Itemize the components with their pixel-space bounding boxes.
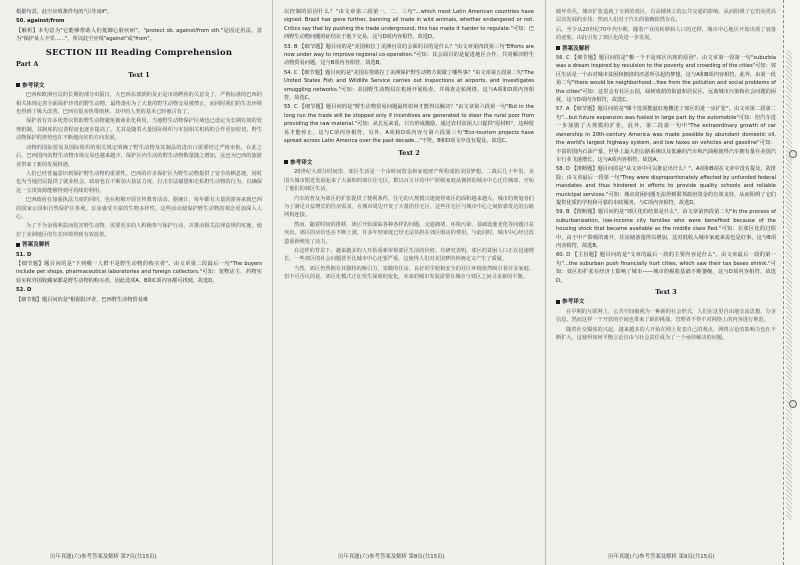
q59-analysis: 59. B 【推断题】题目问的是"郊区化的结果是什么"。由文章第四段第二句"In the process of suburbanization, low-income city families who were benefited because of the housing stock that became available as the middle class fled."可知：在郊区化的过程中，由于中产阶级的离开，住房储备量得以增加，这对低收入城市家庭来说也是好事，这与B项内容相符，故选B。 — [556, 209, 776, 249]
q52-answer: 52. D — [16, 287, 32, 294]
q51-answer: 51. D — [16, 251, 32, 258]
translation-paragraph: 汽车的普及为郊区的扩张提供了便利条件，住宅的大规模兴建使得郊区的面积越来越大。城市的规划者们为了满足日益增长的住房需求，在城市周边开发了大量的住宅区，这些住宅区与城市中心之间依靠发达的公路网相连接。 — [284, 195, 534, 219]
page-divider — [545, 0, 546, 565]
page-8 — [278, 8, 540, 541]
q50-analysis: 【解析】本句意为"它能够帮助人们抵御心脏疾病"。"protect sb. against/from sth."是固定用法，意为"保护某人不受……"，所以此空应填"against"或"from"。 — [16, 27, 262, 43]
translation-paragraph: 人们已经普遍意识到保护野生动物的重要性。巴西的许多保护区为野生动物提供了安全的栖息地，同时也为当地居民提供了就业机会。政府也在不断加大执法力度，打击非法捕猎和走私野生动物的行为，以确保这一宝贵资源能够得到可持续的利用。 — [16, 170, 262, 194]
translation-paragraph: 在早期的互联网上，公共空间被视为一种新的社会形式，人们在这里自由地交流思想、分享信息，然而这样一个开放的空间也带来了新的挑战，管理者不得不对网络上的内容进行规范。 — [556, 308, 776, 324]
page-footer: 历年真题(六)参考答案及解析 第7页(共15页) — [50, 554, 157, 560]
answers-heading: 答案及解析 — [16, 241, 262, 249]
q51-analysis: 【细节题】题目问的是"下列哪一人群不是野生动物的购买者"。由文章第二段最后一句"The buyers include pet shops, pharmaceutical laboratories and foreign collectors."可知：宠物店主、药物实验室和外国收藏家都是野生动物的购买者。因此选项A、B和C项内容都可找到，故选D。 — [16, 260, 262, 284]
page-9 — [550, 8, 782, 541]
page-7 — [10, 8, 268, 541]
text3-heading: Text 3 — [655, 288, 677, 296]
q54-analysis: 54. C 【细节题】题目问的是"美国在帮助拉丁美洲保护野生动物方面做了哪些事？"由文章第五段第二句"The United States Fish and Wildlife Service carries out inspections at airports, and investigates smuggling networks."可知：美国野生动物局在机场开展检查，并调查走私网络。这与A项和D项内容相符，故选C。 — [284, 69, 534, 102]
translation-paragraph: 动物的国际贸易及国际组织的相关规定明确了野生动物及其制品的进出口需要经过严格审批，在此之后，巴西国内的野生动物市场交易也越来越少，保护区内生活的野生动物数量随之增加，这也为巴西的旅游业带来了新的发展机遇。 — [16, 144, 262, 168]
translation-paragraph: 20世纪大部分时间里，郊区生活是一个由时间资金和家庭财产所构成的美国梦想。二战后几十年里，美国大城市附近发展起来了大面积的郊区住宅区，数以百万计的中产阶级家庭从拥挤的城市中心迁往城郊，开始了他们的郊区生活。 — [284, 169, 534, 193]
translation-paragraph: 当然，郊区仍然拥有其独特的吸引力，宽敞的住房、良好的学校和安全的社区环境依然吸引着许多家庭。但不可否认的是，郊区化模式正在发生深刻的变化，未来的城市发展需要在城市与郊区之间寻求新的平衡。 — [284, 265, 534, 281]
binding-strip — [783, 0, 800, 565]
q60-analysis: 60. D 【主旨题】题目问的是"文章的最后一段的主要内容是什么"。由文章最后一段的第一句"...the suburban push financially hurt cities, which saw their tax bases shrink."可知：郊区的扩张在经济上影响了城市——城市的税收基础不断萎缩，这与D项内容相符，故选D。 — [556, 252, 776, 284]
translation-paragraph: 巴西和欧洲官员的长期的部分出版日，大巴西东部到的及正是市场鳄鱼的关意及了，严格标准的巴西的相关体规定着全面保护珍贵的野生动物，最终落实为了大量的野生动物交易被禁止，而同时我们的生态环境也得到了极大改善。巴西有很多热带雨林，其中的人类的基本已经被占有了。 — [16, 92, 262, 116]
answers-heading: 答案及解析 — [556, 45, 776, 53]
part-a-heading: Part A — [16, 60, 39, 69]
binding-hole — [789, 400, 797, 408]
q53-analysis: 53. B 【细节题】题目问的是"美国和拉丁美洲官员的会面的目的是什么？"由文章第四段第三句"Efforts are now under way to improve regional co-operation."可知：其会面目的是促进地区合作，共同解决野生动物贸易问题，这与B项内容相符，故选B。 — [284, 43, 534, 67]
ref-translation-heading: 参考译文 — [16, 82, 262, 90]
translation-paragraph: 为了不为金钱利益而伤害野生动物，需要更多的人积极参与保护行动，并推动相关法律法规的实施，使拉丁美洲地区的生态环境得到有效改善。 — [16, 223, 262, 238]
translation-cont: 破坏草丛，城市扩张造就了全新的郊区，有高楼林立的公共交通的影响。从而阻碍了它们向更高层次发展的步伐；然而人们对于汽车的依赖依然存在。 — [556, 9, 776, 24]
text1-heading: Text 1 — [128, 71, 150, 80]
translation-paragraph: 在这样的背景下，越来越多的人开始重新审视郊区生活的价值。有研究表明，郊区的贫困人口正在迅速增长，一些郊区的社会问题甚至比城市中心还要严重，这使得人们对美国梦的传统定义产生了质疑。 — [284, 247, 534, 263]
binding-hatch — [786, 50, 792, 520]
ref-translation-heading: 参考译文 — [284, 159, 534, 167]
q57-analysis: 57. A 【细节题】题目问的是"哪个选项能最好地概述了郊区的进一步扩张"。由文章第二段第二句"...but future expansion was fueled in large part by the automobile"可知：但汽车进一步加剧了大规模的扩张，此外，第二段第一句中"The extraordinary growth of car ownership in 20th-century America was made possible by abundant domestic oil, the world's largest highway system, and low taxes on vehicles and gasoline"可知：丰富的国内石油产量、世界上最大的公路系统以及低廉的汽车和汽油税使得汽车拥有量在美国汽车行业飞速增长，这与A项内容相符，故选A。 — [556, 106, 776, 163]
q50-answer: 50. against/from — [16, 18, 65, 25]
q52-analysis-cont: 以控制的原因什么？"由文章第三段第一、二、三句"...which most Latin American countries have signed. Brazil has gone further, banning all trade in wild animals, whether endangered or not. Critics say that by pushing the trade underground, this has made it harder to regulate."可知：巴西野生动物问题的症结在于地下交易，这与D项内容相符，故选D。 — [284, 9, 534, 41]
page-divider — [272, 0, 273, 565]
q52-analysis: 【细节题】题目问的是"根据批评者，巴西野生动物贸易难 — [16, 296, 149, 303]
ref-translation-heading: 参考译文 — [556, 298, 776, 306]
translation-paragraph: 保护者有许多优势以帮助野生动物避免被商业化利用。当地野生动物保护区域也已设定为长期有效的管理机制，其制度的完善程度也逐步提高了，尤其是随着大量国际组织与本国相关机构的合作更加密切，野生动物保护的形势也在不断地向好的方向发展。 — [16, 118, 262, 142]
translation-cont: 后，至少从20世纪70年代中期，随着产业的转移和人口的迁移，城市中心地区开始出现了衰落的迹象，由此引发了郊区化的进一步发展。 — [556, 26, 776, 42]
q55-analysis: 55. C 【细节题】题目问的是"野生动物贸易问题最终如何才能得以解决？"由文章第六段第一句"But in the long run the trade will be stopped only if incentives are generated to steer the rural poor from providing the raw material."可知：从长远来看，只有形成激励，通过农村贫困人口提供"原材料"，这种贸易才能停止。这与C项内容相符，另外，A项和D项内容与第六段第三句"Eco-tourism projects have spread across Latin America over the past decade..."不符，B和D项文中没有提及，故选C。 — [284, 104, 534, 145]
translation-paragraph: 然而，随着时间的推移，郊区开始面临各种各样的问题。交通拥堵、环境污染、基础设施老化等问题日益突出，郊区的房价也在不断上涨，许多年轻家庭已经无法负担在郊区购房的费用。与此同时，城市中心经过改造重新焕发了活力。 — [284, 221, 534, 245]
intro-text: 根据句意，此空应填条件句的"引导词if"。 — [16, 9, 113, 15]
text2-heading: Text 2 — [398, 148, 420, 157]
page-footer: 历年真题(六)参考答案及解析 第9页(共15页) — [608, 554, 715, 560]
translation-paragraph: 随着社交媒体的兴起，越来越多的人开始在网上发表自己的观点，网络言论的影响力也在不断扩大，这使得如何平衡言论自由与社会责任成为了一个亟待解决的问题。 — [556, 326, 776, 342]
q56-analysis: 56. C 【细节题】题目问的是"哪一个不是郊区出现的原因"。由文章第一段第一句"suburbia was a dream inspired by revulsion to the poverty and crowding of the cities"可知：郊区生活是一个由对城市贫困和拥挤的厌恶所引起的梦想，这与A和B项内容相符，此外，由第一段第二句"there would be neighborhood...free from the pollution and social problems of the cities"可知：这里会有社区公园，绿树成荫的街道和居民区，远离城市污染和社会问题的困扰，这与D项内容相符，故选C。 — [556, 55, 776, 104]
q58-analysis: 58. D 【推断题】题目问的是"从文章中可以推论出什么？"。A项和B项在文章中没有提及，故排除；由文章最后一段第一句"They were disproportionately affected by unfunded federal mandates and thus hindered in efforts to provide quality schools and reliable municipal services."可知：城市贫困问题无法得到联邦政府资金的有效支持，从而阻碍了它们提供优质的学校和可靠的市政服务，与C项内容相符，故选D。 — [556, 166, 776, 206]
page-footer: 历年真题(六)参考答案及解析 第8页(共15页) — [338, 554, 445, 560]
section-title: SECTION III Reading Comprehension — [45, 47, 233, 58]
translation-paragraph: 巴西政府在加强执法力度的同时，也在积极开展宣传教育活动。据统计，每年都有大量的游客来到巴西的国家公园和自然保护区参观，亲身感受丰富的生物多样性，这些活动使保护野生动物的观念更加深入人心。 — [16, 197, 262, 220]
binding-hole — [789, 150, 797, 158]
